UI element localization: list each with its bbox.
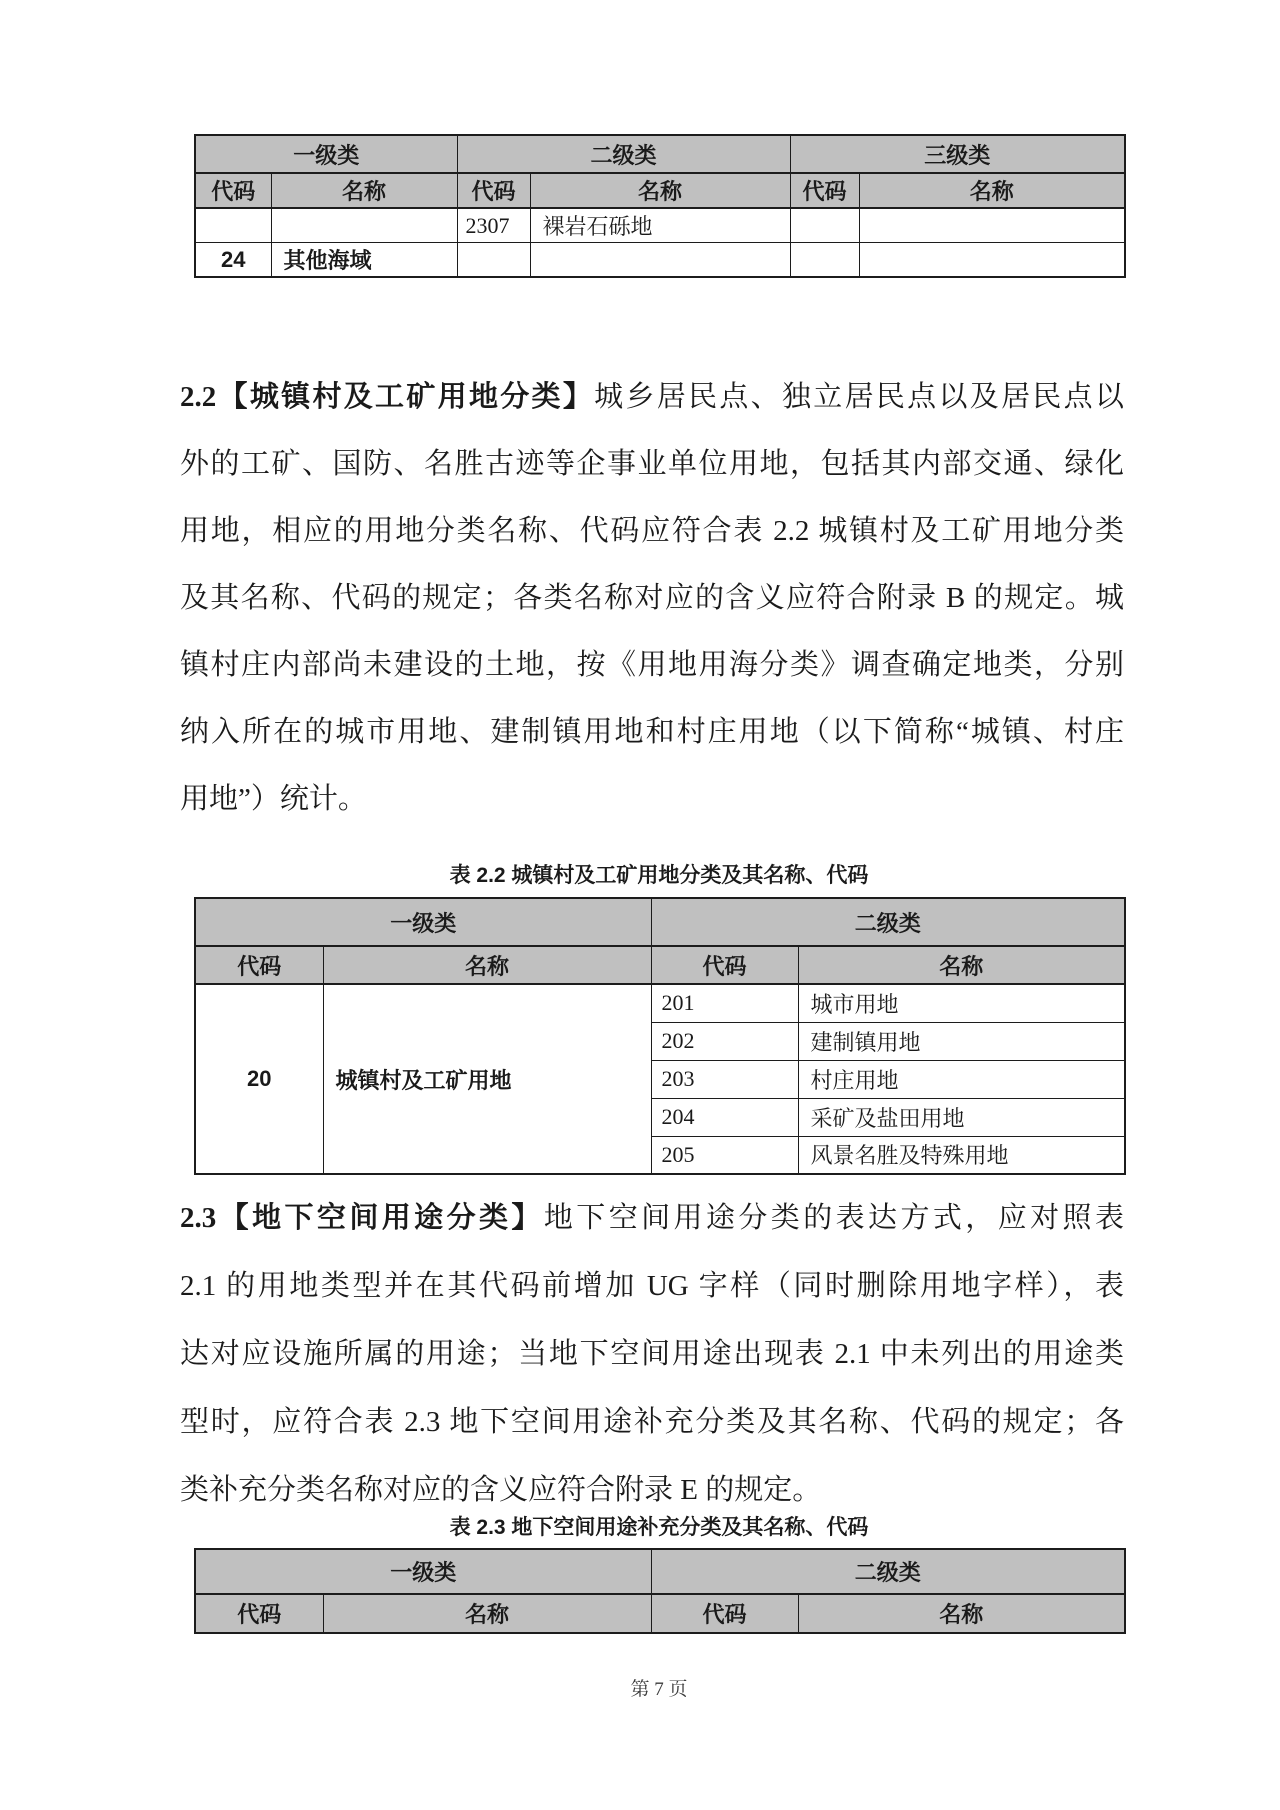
column-header-row bbox=[195, 946, 1125, 984]
cell-l1-code bbox=[195, 208, 271, 243]
level1-group-header: 一级类 bbox=[195, 135, 457, 173]
section-number: 2.3 bbox=[180, 1202, 217, 1234]
table-row bbox=[195, 243, 1125, 278]
cell-l2-code: 205 bbox=[651, 1136, 798, 1174]
paragraph-line: 型时，应符合表 2.3 地下空间用途补充分类及其名称、代码的规定；各 bbox=[180, 1406, 1124, 1438]
code-header: 代码 bbox=[651, 946, 798, 984]
paragraph-line: 镇村庄内部尚未建设的土地，按《用地用海分类》调查确定地类，分别 bbox=[180, 649, 1124, 681]
cell-l2-name bbox=[530, 243, 790, 278]
column-header-row bbox=[195, 1594, 1125, 1633]
section-number: 2.2 bbox=[180, 381, 217, 413]
paragraph-line: 外的工矿、国防、名胜古迹等企事业单位用地，包括其内部交通、绿化 bbox=[180, 448, 1124, 480]
paragraph-line bbox=[180, 1184, 1124, 1252]
cell-l1-name: 城镇村及工矿用地 bbox=[323, 984, 651, 1174]
cell-l2-code: 2307 bbox=[457, 208, 530, 243]
group-header-row bbox=[195, 1549, 1125, 1594]
code-header: 代码 bbox=[457, 173, 530, 208]
page-footer: 第 7 页 bbox=[630, 1679, 688, 1700]
cell-l2-name: 建制镇用地 bbox=[798, 1022, 1125, 1060]
name-header: 名称 bbox=[323, 1594, 651, 1633]
line-text: 城乡居民点、独立居民点以及居民点以 bbox=[594, 381, 1124, 413]
section-2-3-paragraph bbox=[180, 1184, 1124, 1524]
code-header: 代码 bbox=[651, 1594, 798, 1633]
code-header: 代码 bbox=[195, 946, 323, 984]
level1-group-header: 一级类 bbox=[195, 898, 651, 946]
cell-l2-code: 203 bbox=[651, 1060, 798, 1098]
section-2-2-paragraph bbox=[180, 364, 1124, 833]
table-2-3-caption: 表 2.3 地下空间用途补充分类及其名称、代码 bbox=[449, 1516, 869, 1539]
cell-l3-name bbox=[859, 243, 1125, 278]
name-header: 名称 bbox=[530, 173, 790, 208]
cell-l3-code bbox=[790, 208, 859, 243]
table-2-3 bbox=[194, 1548, 1126, 1634]
paragraph-line bbox=[180, 364, 1124, 431]
section-title: 【城镇村及工矿用地分类】 bbox=[216, 381, 595, 413]
cell-l2-code bbox=[457, 243, 530, 278]
level1-group-header: 一级类 bbox=[195, 1549, 651, 1594]
cell-l2-name: 采矿及盐田用地 bbox=[798, 1098, 1125, 1136]
level2-group-header: 二级类 bbox=[651, 1549, 1125, 1594]
cell-l2-code: 204 bbox=[651, 1098, 798, 1136]
cell-l2-code: 202 bbox=[651, 1022, 798, 1060]
name-header: 名称 bbox=[323, 946, 651, 984]
name-header: 名称 bbox=[859, 173, 1125, 208]
cell-l2-code: 201 bbox=[651, 984, 798, 1022]
table-2-2-caption: 表 2.2 城镇村及工矿用地分类及其名称、代码 bbox=[449, 864, 869, 887]
paragraph-line: 达对应设施所属的用途；当地下空间用途出现表 2.1 中未列出的用途类 bbox=[180, 1338, 1124, 1370]
name-header: 名称 bbox=[798, 1594, 1125, 1633]
table-row bbox=[195, 208, 1125, 243]
code-header: 代码 bbox=[195, 1594, 323, 1633]
code-header: 代码 bbox=[195, 173, 271, 208]
paragraph-line: 纳入所在的城市用地、建制镇用地和村庄用地（以下简称“城镇、村庄 bbox=[180, 716, 1124, 748]
cell-l1-code: 20 bbox=[195, 984, 323, 1174]
cell-l1-name: 其他海域 bbox=[271, 243, 457, 278]
name-header: 名称 bbox=[271, 173, 457, 208]
cell-l2-name: 村庄用地 bbox=[798, 1060, 1125, 1098]
cell-l3-name bbox=[859, 208, 1125, 243]
paragraph-line: 2.1 的用地类型并在其代码前增加 UG 字样（同时删除用地字样），表 bbox=[180, 1270, 1124, 1302]
group-header-row bbox=[195, 898, 1125, 946]
level3-group-header: 三级类 bbox=[790, 135, 1125, 173]
cell-l2-name: 裸岩石砾地 bbox=[530, 208, 790, 243]
code-header: 代码 bbox=[790, 173, 859, 208]
paragraph-line: 类补充分类名称对应的含义应符合附录 E 的规定。 bbox=[180, 1474, 822, 1506]
table-2-2 bbox=[194, 897, 1126, 1175]
table-row bbox=[195, 984, 1125, 1022]
paragraph-line: 及其名称、代码的规定；各类名称对应的含义应符合附录 B 的规定。城 bbox=[180, 582, 1124, 614]
level2-group-header: 二级类 bbox=[651, 898, 1125, 946]
cell-l1-name bbox=[271, 208, 457, 243]
paragraph-line: 用地”）统计。 bbox=[180, 783, 367, 815]
paragraph-line: 用地，相应的用地分类名称、代码应符合表 2.2 城镇村及工矿用地分类 bbox=[180, 515, 1124, 547]
line-text: 地下空间用途分类的表达方式，应对照表 bbox=[543, 1202, 1124, 1234]
cell-l2-name: 风景名胜及特殊用地 bbox=[798, 1136, 1125, 1174]
cell-l3-code bbox=[790, 243, 859, 278]
name-header: 名称 bbox=[798, 946, 1125, 984]
column-header-row bbox=[195, 173, 1125, 208]
group-header-row bbox=[195, 135, 1125, 173]
land-class-continuation-table bbox=[194, 134, 1126, 278]
cell-l1-code: 24 bbox=[195, 243, 271, 278]
cell-l2-name: 城市用地 bbox=[798, 984, 1125, 1022]
section-title: 【地下空间用途分类】 bbox=[216, 1202, 544, 1234]
level2-group-header: 二级类 bbox=[457, 135, 790, 173]
